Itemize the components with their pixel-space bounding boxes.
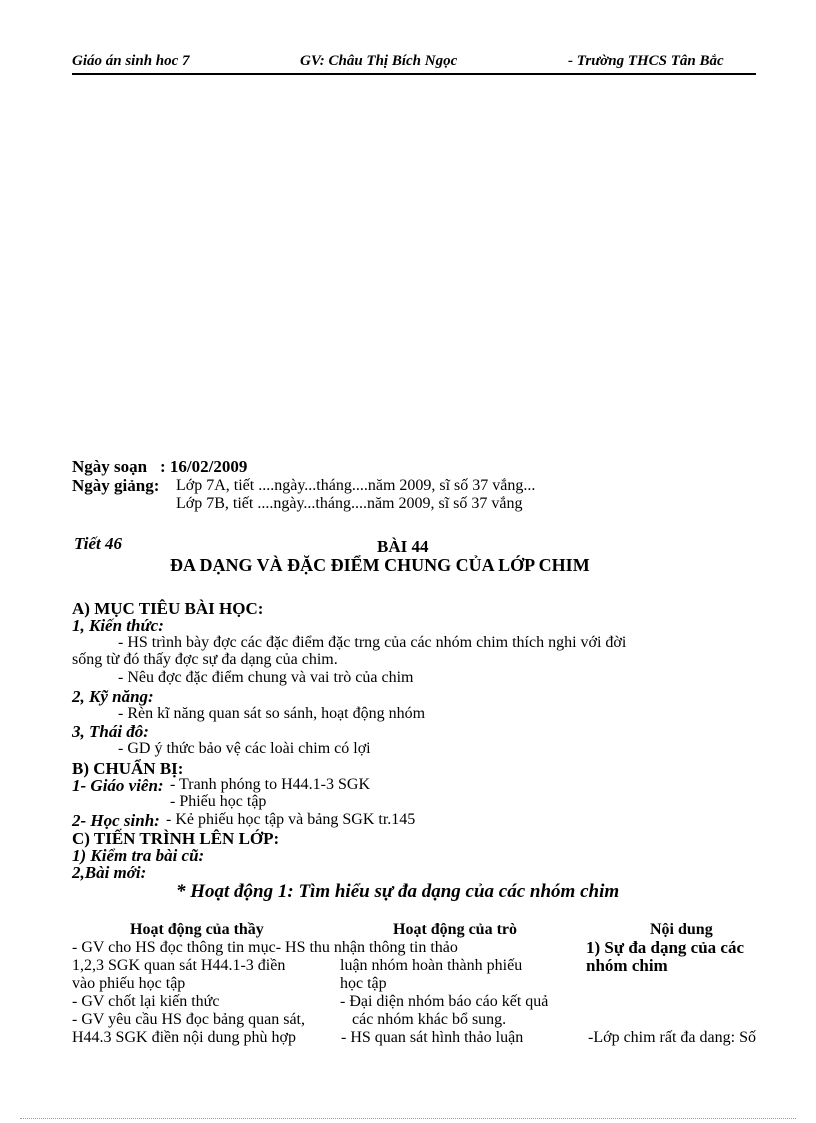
table-row-4-teacher: - GV chốt lại kiến thức xyxy=(72,993,220,1010)
table-row-3-teacher: vào phiếu học tập xyxy=(72,975,186,992)
table-row-4-student: - Đại diện nhóm báo cáo kết quả xyxy=(340,993,549,1010)
tiet-label: Tiết 46 xyxy=(74,534,122,553)
gv-line-1: - Tranh phóng to H44.1-3 SGK xyxy=(170,776,371,793)
hs-label: 2- Học sinh: xyxy=(72,811,160,830)
section-b-heading: B) CHUẨN BỊ: xyxy=(72,759,184,778)
kt-line-3: - Nêu đợc đặc điểm chung và vai trò của chim xyxy=(118,669,414,686)
gv-line-2: - Phiếu học tập xyxy=(170,793,267,810)
table-row-2-teacher: 1,2,3 SGK quan sát H44.1-3 điền xyxy=(72,957,286,974)
col-header-teacher: Hoạt động của thầy xyxy=(130,921,264,938)
activity-title: * Hoạt động 1: Tìm hiểu sự đa dạng của các nhóm chim xyxy=(176,881,620,902)
header-right: - Trường THCS Tân Bắc xyxy=(568,53,724,69)
thai-do-heading: 3, Thái đô: xyxy=(72,722,149,741)
table-row-1-text: - GV cho HS đọc thông tin mục- HS thu nhận thông tin thảo xyxy=(72,939,458,956)
content-heading-2: nhóm chim xyxy=(586,956,668,975)
lesson-title: ĐA DẠNG VÀ ĐẶC ĐIỂM CHUNG CỦA LỚP CHIM xyxy=(170,555,590,575)
section-c-heading: C) TIẾN TRÌNH LÊN LỚP: xyxy=(72,829,280,848)
table-row-6-student: - HS quan sát hình thảo luận xyxy=(341,1029,524,1046)
content-heading-1: 1) Sự đa dạng của các xyxy=(586,938,745,957)
soan-value: : 16/02/2009 xyxy=(160,457,248,476)
table-row-2-student: luận nhóm hoàn thành phiếu xyxy=(340,957,523,974)
section-a-heading: A) MỤC TIÊU BÀI HỌC: xyxy=(72,599,264,618)
header-left: Giáo án sinh hoc 7 xyxy=(72,53,190,69)
class-7b: Lớp 7B, tiết ....ngày...tháng....năm 2009, sĩ số 37 vắng xyxy=(176,495,523,512)
hs-line-1: - Kẻ phiếu học tập và bảng SGK tr.145 xyxy=(166,811,416,828)
bai-number: BÀI 44 xyxy=(377,537,429,556)
kiem-tra-heading: 1) Kiểm tra bài cũ: xyxy=(72,846,205,865)
col-header-student: Hoạt động của trò xyxy=(393,921,517,938)
kien-thuc-heading: 1, Kiến thức: xyxy=(72,616,164,635)
bai-moi-heading: 2,Bài mới: xyxy=(72,863,147,882)
table-row-5-student: các nhóm khác bổ sung. xyxy=(352,1011,507,1028)
ky-nang-heading: 2, Kỹ năng: xyxy=(72,687,154,706)
giang-label: Ngày giảng: xyxy=(72,476,160,495)
kt-line-1: - HS trình bày đợc các đặc điểm đặc trng của các nhóm chim thích nghi với đời xyxy=(118,634,627,651)
table-row-5-teacher: - GV yêu cầu HS đọc bảng quan sát, xyxy=(72,1011,305,1028)
kn-line-1: - Rèn kĩ năng quan sát so sánh, hoạt động nhóm xyxy=(118,705,426,722)
kt-line-2: sống từ đó thấy đợc sự đa dạng của chim. xyxy=(72,651,338,668)
table-row-6-content: -Lớp chim rất đa dang: Số xyxy=(588,1029,756,1046)
header-middle: GV: Châu Thị Bích Ngọc xyxy=(300,53,458,69)
soan-label: Ngày soạn xyxy=(72,457,148,476)
class-7a: Lớp 7A, tiết ....ngày...tháng....năm 2009, sĩ số 37 vắng... xyxy=(176,477,536,494)
col-header-content: Nội dung xyxy=(650,921,713,938)
td-line-1: - GD ý thức bảo vệ các loài chim có lợi xyxy=(118,740,371,757)
table-row-6-teacher: H44.3 SGK điền nội dung phù hợp xyxy=(72,1029,297,1046)
gv-label: 1- Giáo viên: xyxy=(72,776,164,795)
table-row-3-student: học tập xyxy=(340,975,387,992)
page-bottom-border xyxy=(20,1118,796,1119)
header-rule xyxy=(72,73,756,75)
